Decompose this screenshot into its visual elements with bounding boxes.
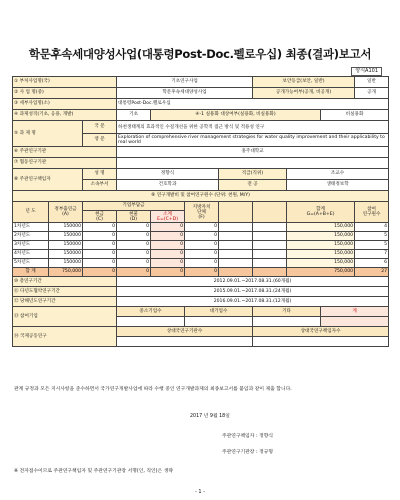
budget-gov: 150000 [49, 259, 83, 268]
budget-year: 3차년도 [13, 241, 49, 250]
budget-local: 0 [185, 250, 219, 259]
row-task-nature [13, 110, 389, 121]
row-lead-institution [13, 147, 389, 158]
pi-signature: 주관연구책임자 : 정향식 [222, 434, 274, 439]
korean-title-label: 국 문 [83, 121, 117, 134]
intl-label: ⑭ 국제공동연구 [13, 327, 117, 347]
sum-gov: 750,000 [49, 268, 83, 277]
commercialization-label: ④-1 실용화 대상여부(실용화, 비실용화) [151, 110, 321, 121]
budget-inkind: 0 [117, 241, 151, 250]
budget-cash: 0 [83, 232, 117, 241]
budget-total: 150,000 [287, 232, 355, 241]
budget-gov: 150000 [49, 232, 83, 241]
budget-inkind: 0 [117, 250, 151, 259]
pi-dept-value: 건호학과 [117, 180, 219, 191]
budget-row [13, 241, 389, 250]
korean-title-value: 하천생태계의 효과적인 수질개선을 위한 공학적 접근 방식 및 적용성 연구 [117, 121, 389, 134]
sum-empty [253, 268, 287, 277]
sum-subtotal: 0 [151, 268, 185, 277]
commercialization-value: 비실용화 [321, 110, 389, 121]
sum-label: 합 계 [13, 268, 49, 277]
row-ministry-program [13, 77, 389, 88]
report-form-table [12, 76, 389, 347]
project-title-label: ⑤ 과 제 명 [13, 121, 83, 147]
submission-date: 2017 년 9월 18일 [190, 414, 230, 419]
col-inkind-header: 현물 (D) [117, 211, 151, 223]
budget-empty [253, 241, 287, 250]
report-title: 학문후속세대양성사업(대통령Post-Doc.펠로우십) 최종(결과)보고서 [28, 47, 372, 61]
budget-subtotal: 0 [151, 232, 185, 241]
large-count-value [185, 317, 253, 327]
budget-gov: 150000 [49, 223, 83, 232]
budget-local: 0 [185, 241, 219, 250]
lead-institution-value: 홍주대학교 [117, 147, 389, 158]
budget-inkind: 0 [117, 232, 151, 241]
row-current-period [13, 297, 389, 307]
pi-name-label: 성 명 [83, 169, 117, 180]
col-researchers-header: 참여 연구원수 [355, 202, 389, 223]
budget-year: 1차년도 [13, 223, 49, 232]
current-period-value: 2016.09.01.~2017.08.31.(12개월) [117, 297, 389, 307]
budget-empty [253, 250, 287, 259]
budget-year: 5차년도 [13, 259, 49, 268]
budget-inkind: 0 [117, 223, 151, 232]
budget-row [13, 232, 389, 241]
budget-empty [253, 223, 287, 232]
program-name-label: ② 사 업 명(중) [13, 88, 117, 99]
pi-label: ⑧ 주관연구책임자 [13, 169, 83, 191]
other-count-header: 기타 [253, 307, 321, 317]
page-number: - 1 - [195, 489, 205, 495]
budget-subtotal: 0 [151, 259, 185, 268]
budget-empty [253, 232, 287, 241]
budget-local: 0 [185, 232, 219, 241]
budget-inkind: 0 [117, 259, 151, 268]
budget-row [13, 259, 389, 268]
budget-cash: 0 [83, 223, 117, 232]
budget-total: 150,000 [287, 241, 355, 250]
col-cash-header: 현금 (C) [83, 211, 117, 223]
large-count-header: 대기업수 [185, 307, 253, 317]
budget-researchers: 7 [355, 250, 389, 259]
row-partner-institution [13, 158, 389, 169]
budget-local: 0 [185, 259, 219, 268]
sme-count-header: 중소기업수 [117, 307, 185, 317]
row-project-title-kr [13, 121, 389, 134]
sub-program-value: 대통령Post-Doc.펠로우십 [117, 99, 389, 110]
row-program-name [13, 88, 389, 99]
program-name-value: 학문후속세대양성사업 [117, 88, 253, 99]
budget-heading: ⑨ 연구개발비 및 참여연구원수 (단위: 천원, M/Y) [13, 191, 389, 202]
budget-empty [219, 250, 253, 259]
sme-count-value [117, 317, 185, 327]
budget-researchers: 5 [355, 232, 389, 241]
sum-local: 0 [185, 268, 219, 277]
budget-empty [253, 259, 287, 268]
pi-major-label: 전 공 [219, 180, 287, 191]
sum-cash: 0 [83, 268, 117, 277]
multiyear-period-label: ⑪ 다년도협약연구기간 [13, 287, 117, 297]
disclosure-value: 공개 [355, 88, 389, 99]
row-budget-heading [13, 191, 389, 202]
pi-name-value: 정향식 [117, 169, 219, 180]
budget-header-row1 [13, 202, 389, 211]
sum-empty [219, 268, 253, 277]
budget-gov: 150000 [49, 250, 83, 259]
budget-gov: 150000 [49, 241, 83, 250]
task-nature-label: ④ 과제성격(기초, 응용, 개발) [13, 110, 117, 121]
col-private-header: 기업부담금 [83, 202, 185, 211]
budget-subtotal: 0 [151, 250, 185, 259]
budget-subtotal: 0 [151, 223, 185, 232]
col-blank-header [219, 202, 253, 223]
budget-row [13, 250, 389, 259]
intl-institution-header: 상대국연구기관수 [117, 327, 253, 337]
budget-empty [219, 223, 253, 232]
col-year-header: 년 도 [13, 202, 49, 223]
ministry-program-label: ① 부처사업명(국) [13, 77, 117, 88]
col-blank-header-2 [253, 202, 287, 223]
intl-pi-value [253, 337, 389, 347]
companies-label: ⑬ 참여기업 [13, 307, 117, 327]
row-multiyear-period [13, 287, 389, 297]
budget-year: 2차년도 [13, 232, 49, 241]
budget-empty [219, 232, 253, 241]
row-sub-program [13, 99, 389, 110]
col-local-header: 지방자치 단체 (F) [185, 202, 219, 223]
budget-total: 150,000 [287, 223, 355, 232]
budget-total: 150,000 [287, 250, 355, 259]
ministry-program-value: 기초연구사업 [117, 77, 253, 88]
pi-major-value: 생태정보학 [287, 180, 389, 191]
budget-subtotal: 0 [151, 241, 185, 250]
form-number: 양식A101 [351, 67, 382, 76]
budget-row [13, 223, 389, 232]
budget-local: 0 [185, 223, 219, 232]
budget-cash: 0 [83, 241, 117, 250]
row-intl-header [13, 327, 389, 337]
multiyear-period-value: 2015.09.01.~2017.08.31.(24개월) [117, 287, 389, 297]
sub-program-label: ③ 세부사업명(소) [13, 99, 117, 110]
head-signature: 주관연구기관장 : 정규형 [222, 450, 274, 455]
budget-cash: 0 [83, 250, 117, 259]
english-title-value: Exploration of comprehensive river management strategies for water quality improvement and their applicability to real world [117, 134, 389, 147]
budget-researchers: 4 [355, 223, 389, 232]
budget-empty [219, 259, 253, 268]
pi-rank-label: 직급(직위) [219, 169, 287, 180]
task-nature-value: 기초 [117, 110, 151, 121]
budget-year: 4차년도 [13, 250, 49, 259]
companies-total-value [321, 317, 389, 327]
budget-researchers: 5 [355, 241, 389, 250]
current-period-label: ⑫ 당해년도연구기간 [13, 297, 117, 307]
row-pi-name [13, 169, 389, 180]
pi-rank-value: 조교수 [287, 169, 389, 180]
sum-researchers: 27 [355, 268, 389, 277]
electronic-note: ※ 전자접수이므로 주관연구책임자 및 주관연구기관장 서명(인, 직인)은 생략 [14, 469, 173, 474]
budget-researchers: 6 [355, 259, 389, 268]
col-total-header: 합계 G=(A+B+E) [287, 202, 355, 223]
disclosure-label: 공개가능여부(공개, 비공개) [253, 88, 355, 99]
budget-sum-row [13, 268, 389, 277]
sum-inkind: 0 [117, 268, 151, 277]
partner-institution-label: ⑦ 협동연구기관 [13, 158, 117, 169]
intl-institution-value [117, 337, 253, 347]
budget-empty [219, 241, 253, 250]
english-title-label: 영 문 [83, 134, 117, 147]
total-period-value: 2012.09.01.~2017.08.31.(60개월) [117, 277, 389, 287]
total-period-label: ⑩ 총연구기간 [13, 277, 117, 287]
security-level-label: 보안등급(보안, 일반) [253, 77, 355, 88]
pi-dept-label: 소속부서 [83, 180, 117, 191]
partner-institution-value [117, 158, 389, 169]
lead-institution-label: ⑥ 주관연구기관 [13, 147, 117, 158]
row-total-period [13, 277, 389, 287]
budget-cash: 0 [83, 259, 117, 268]
companies-total-header: 계 [321, 307, 389, 317]
other-count-value [253, 317, 321, 327]
col-subtotal-header: 소계 E=(C+D) [151, 211, 185, 223]
intl-pi-header: 상대국연구책임자수 [253, 327, 389, 337]
row-companies-header [13, 307, 389, 317]
budget-total: 150,000 [287, 259, 355, 268]
declaration-text: 관계 규정과 모든 지시사항을 준수하면서 국가연구개발사업에 따라 수행 중인 연구개발과제의 최종보고서를 붙임과 같이 제출 합니다. [14, 387, 292, 392]
security-level-value: 일반 [355, 77, 389, 88]
sum-total: 750,000 [287, 268, 355, 277]
col-gov-header: 정부출연금 (A) [49, 202, 83, 223]
